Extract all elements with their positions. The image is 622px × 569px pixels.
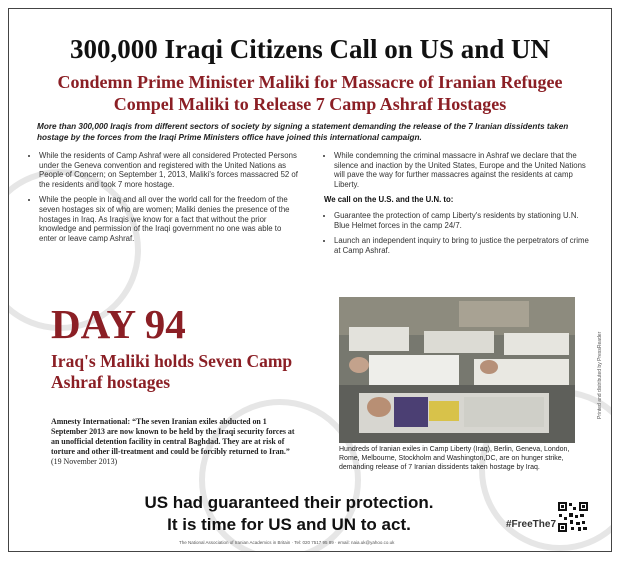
distribution-note: Printed and distributed by PressReader — [597, 331, 603, 419]
demand-bullet: • Guarantee the protection of camp Liberty's residents by stationing U.N. Blue Helmet forces in the camp 24/7. — [334, 211, 594, 230]
right-bullet-condemn: • While condemning the criminal massacre in Ashraf we declare that the silence and inaction by the United States, Europe and the United Nations will pave the way for further massacres against the residents at camp Liberty. — [334, 151, 594, 189]
intro-paragraph: More than 300,000 Iraqis from different sectors of society by signing a statement demanding the release of the 7 Iranian dissidents taken hostage by the forces from the Iraqi Prime Ministers office have joined this international campaign. — [37, 122, 569, 142]
quote-date: (19 November 2013) — [51, 457, 118, 466]
slogan-line-2: It is time for US and UN to act. — [167, 515, 411, 534]
slogan-line-1: US had guaranteed their protection. — [144, 493, 434, 512]
subhead-condemn: Condemn Prime Minister Maliki for Massacre of Iranian Refugee — [57, 72, 563, 92]
left-column — [29, 151, 299, 249]
photo-caption: Hundreds of Iranian exiles in Camp Liberty (Iraq), Berlin, Geneva, London, Rome, Melbourne, Stockholm and Washington,DC, are on hunger strike, demanding release of 7 Iranian dissidents taken hostage by Iraq. — [339, 446, 570, 471]
day-counter: DAY 94 — [51, 301, 186, 347]
hunger-strike-photo — [339, 297, 575, 443]
headline: 300,000 Iraqi Citizens Call on US and UN — [69, 34, 551, 64]
footer-contact: The National Association of Iranian Academics in Britain · Tel: 020 7517 95 89 · email: naia.uk@yahoo.co.uk — [179, 540, 395, 545]
hashtag: #FreeThe7 — [506, 519, 557, 530]
story-title: Iraq's Maliki holds Seven Camp Ashraf hostages — [51, 351, 293, 392]
slogan — [109, 492, 469, 536]
left-bullet: • While the residents of Camp Ashraf were all considered Protected Persons under the Geneva convention and registered with the United Nations as People of Concern; on September 1, 2013, Maliki's forces massacred 52 of the residents and took 7 more hostage. — [39, 151, 299, 189]
call-heading: We call on the U.S. and the U.N. to: — [324, 195, 454, 205]
subheadings — [9, 71, 611, 115]
left-bullet: • While the people in Iraq and all over the world call for the freedom of the seven hostages six of who are women; Maliki denies the presence of the hostages in Iraq. As Iraqis we know for a fact that without the prior knowledge and permission of the Iraqi government no one was able to enter or leave camp Ashraf. — [39, 195, 299, 243]
amnesty-quote — [51, 417, 301, 467]
demand-bullet: • Launch an independent inquiry to bring to justice the perpetrators of crime at Camp Ashraf. — [334, 236, 594, 255]
qr-code-icon — [557, 501, 589, 533]
quote-text: “The seven Iranian exiles abducted on 1 September 2013 are now known to be held by the Iraqi security forces at an unofficial detention facility in central Baghdad. They are at risk of torture and other ill-treatment and could be forcibly returned to Iran.” — [51, 417, 295, 456]
photo-illustration — [339, 297, 575, 443]
subhead-compel: Compel Maliki to Release 7 Camp Ashraf Hostages — [113, 94, 507, 114]
right-column — [324, 151, 594, 261]
advertisement-page — [8, 8, 612, 552]
quote-source: Amnesty International: — [51, 417, 131, 426]
